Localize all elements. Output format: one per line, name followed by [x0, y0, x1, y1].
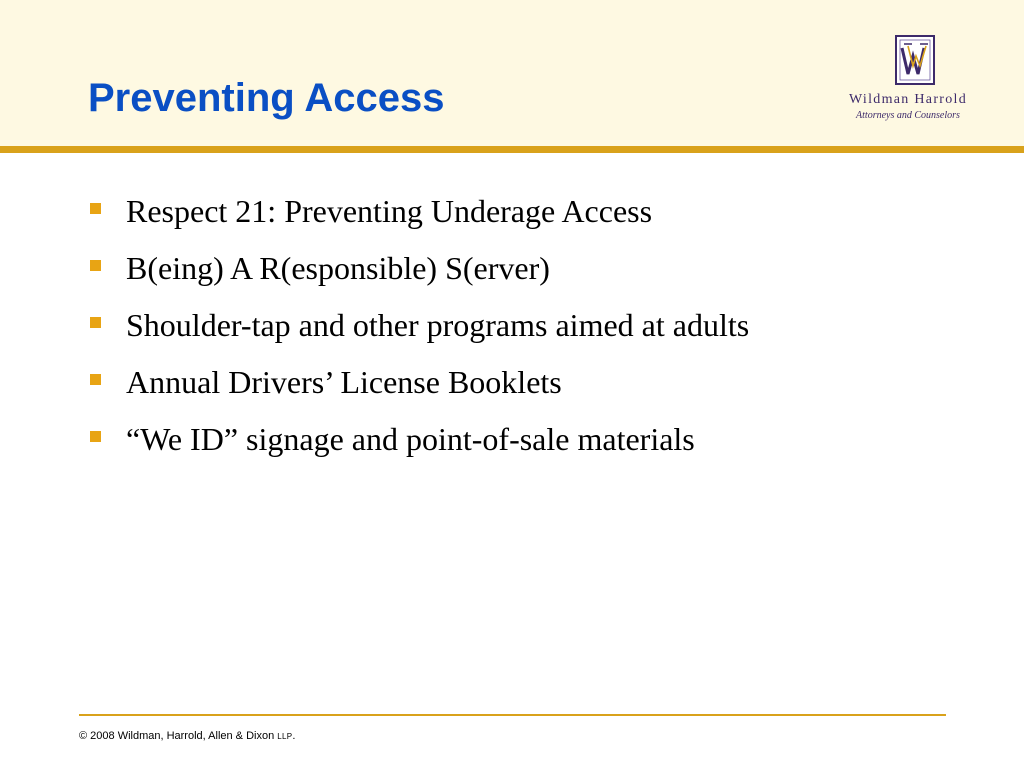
square-bullet-icon	[90, 260, 101, 271]
llp-text: LLP	[277, 732, 293, 741]
bullet-text: B(eing) A R(esponsible) S(erver)	[126, 250, 550, 286]
copyright-suffix: .	[292, 730, 296, 742]
slide-title: Preventing Access	[88, 76, 445, 120]
bullet-item	[90, 418, 970, 475]
copyright-text: © 2008 Wildman, Harrold, Allen & Dixon	[79, 730, 278, 742]
square-bullet-icon	[90, 374, 101, 385]
bullet-list	[90, 190, 970, 475]
wh-monogram-shield-icon	[894, 34, 936, 86]
firm-logo	[838, 34, 978, 126]
bullet-text: “We ID” signage and point-of-sale materials	[126, 421, 695, 457]
bullet-text: Respect 21: Preventing Underage Access	[126, 193, 653, 229]
logo-firm-name: Wildman Harrold	[848, 92, 968, 107]
header-divider	[0, 146, 1024, 153]
bullet-item	[90, 361, 970, 418]
bullet-text: Shoulder-tap and other programs aimed at adults	[126, 307, 750, 343]
footer-divider	[79, 714, 946, 716]
footer-copyright	[79, 730, 295, 742]
bullet-item	[90, 247, 970, 304]
square-bullet-icon	[90, 203, 101, 214]
bullet-item	[90, 304, 970, 361]
bullet-item	[90, 190, 970, 247]
square-bullet-icon	[90, 317, 101, 328]
logo-tagline: Attorneys and Counselors	[856, 110, 960, 121]
bullet-text: Annual Drivers’ License Booklets	[126, 364, 562, 400]
square-bullet-icon	[90, 431, 101, 442]
